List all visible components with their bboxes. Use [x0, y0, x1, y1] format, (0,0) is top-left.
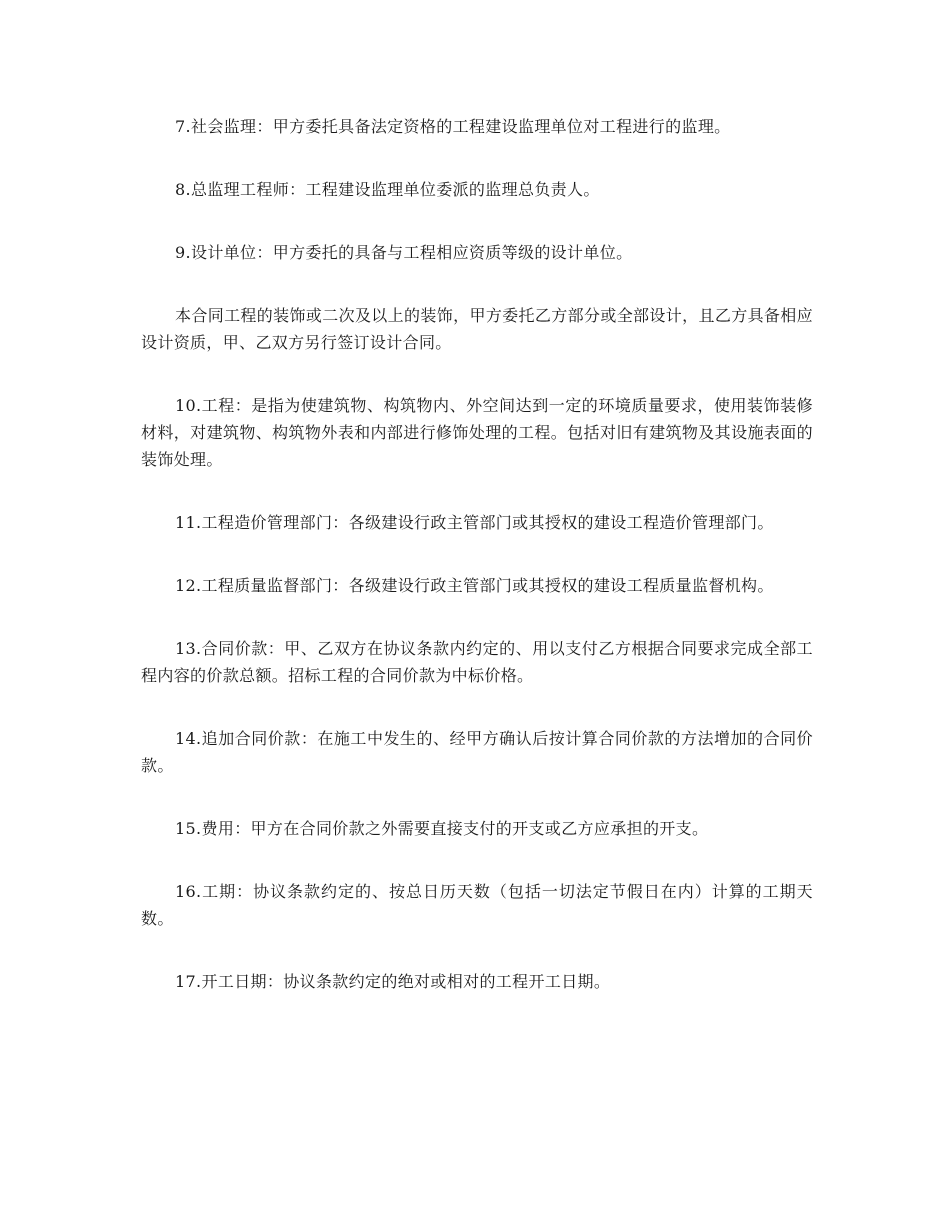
- document-page: [141, 113, 813, 1031]
- paragraph-contract-price: 13.合同价款：甲、乙双方在协议条款内约定的、用以支付乙方根据合同要求完成全部工程内容的价款总额。招标工程的合同价款为中标价格。: [141, 639, 813, 685]
- paragraph-social-supervision: 7.社会监理：甲方委托具备法定资格的工程建设监理单位对工程进行的监理。: [175, 117, 731, 136]
- paragraph-expenses: 15.费用：甲方在合同价款之外需要直接支付的开支或乙方应承担的开支。: [175, 819, 709, 838]
- paragraph-cost-management-dept: 11.工程造价管理部门：各级建设行政主管部门或其授权的建设工程造价管理部门。: [175, 513, 774, 532]
- paragraph-commencement-date: 17.开工日期：协议条款约定的绝对或相对的工程开工日期。: [175, 972, 611, 991]
- paragraph-quality-supervision-dept: 12.工程质量监督部门：各级建设行政主管部门或其授权的建设工程质量监督机构。: [175, 576, 774, 595]
- paragraph-chief-supervising-engineer: 8.总监理工程师：工程建设监理单位委派的监理总负责人。: [175, 180, 600, 199]
- paragraph-design-unit: 9.设计单位：甲方委托的具备与工程相应资质等级的设计单位。: [175, 243, 633, 262]
- paragraph-project-definition: 10.工程：是指为使建筑物、构筑物内、外空间达到一定的环境质量要求，使用装饰装修材料，对建筑物、构筑物外表和内部进行修饰处理的工程。包括对旧有建筑物及其设施表面的装饰处理。: [141, 396, 813, 469]
- paragraph-additional-contract-price: 14.追加合同价款：在施工中发生的、经甲方确认后按计算合同价款的方法增加的合同价款。: [141, 729, 813, 775]
- paragraph-construction-period: 16.工期：协议条款约定的、按总日历天数（包括一切法定节假日在内）计算的工期天数。: [141, 882, 813, 928]
- paragraph-design-contract-note: 本合同工程的装饰或二次及以上的装饰，甲方委托乙方部分或全部设计，且乙方具备相应设计资质，甲、乙双方另行签订设计合同。: [141, 306, 813, 352]
